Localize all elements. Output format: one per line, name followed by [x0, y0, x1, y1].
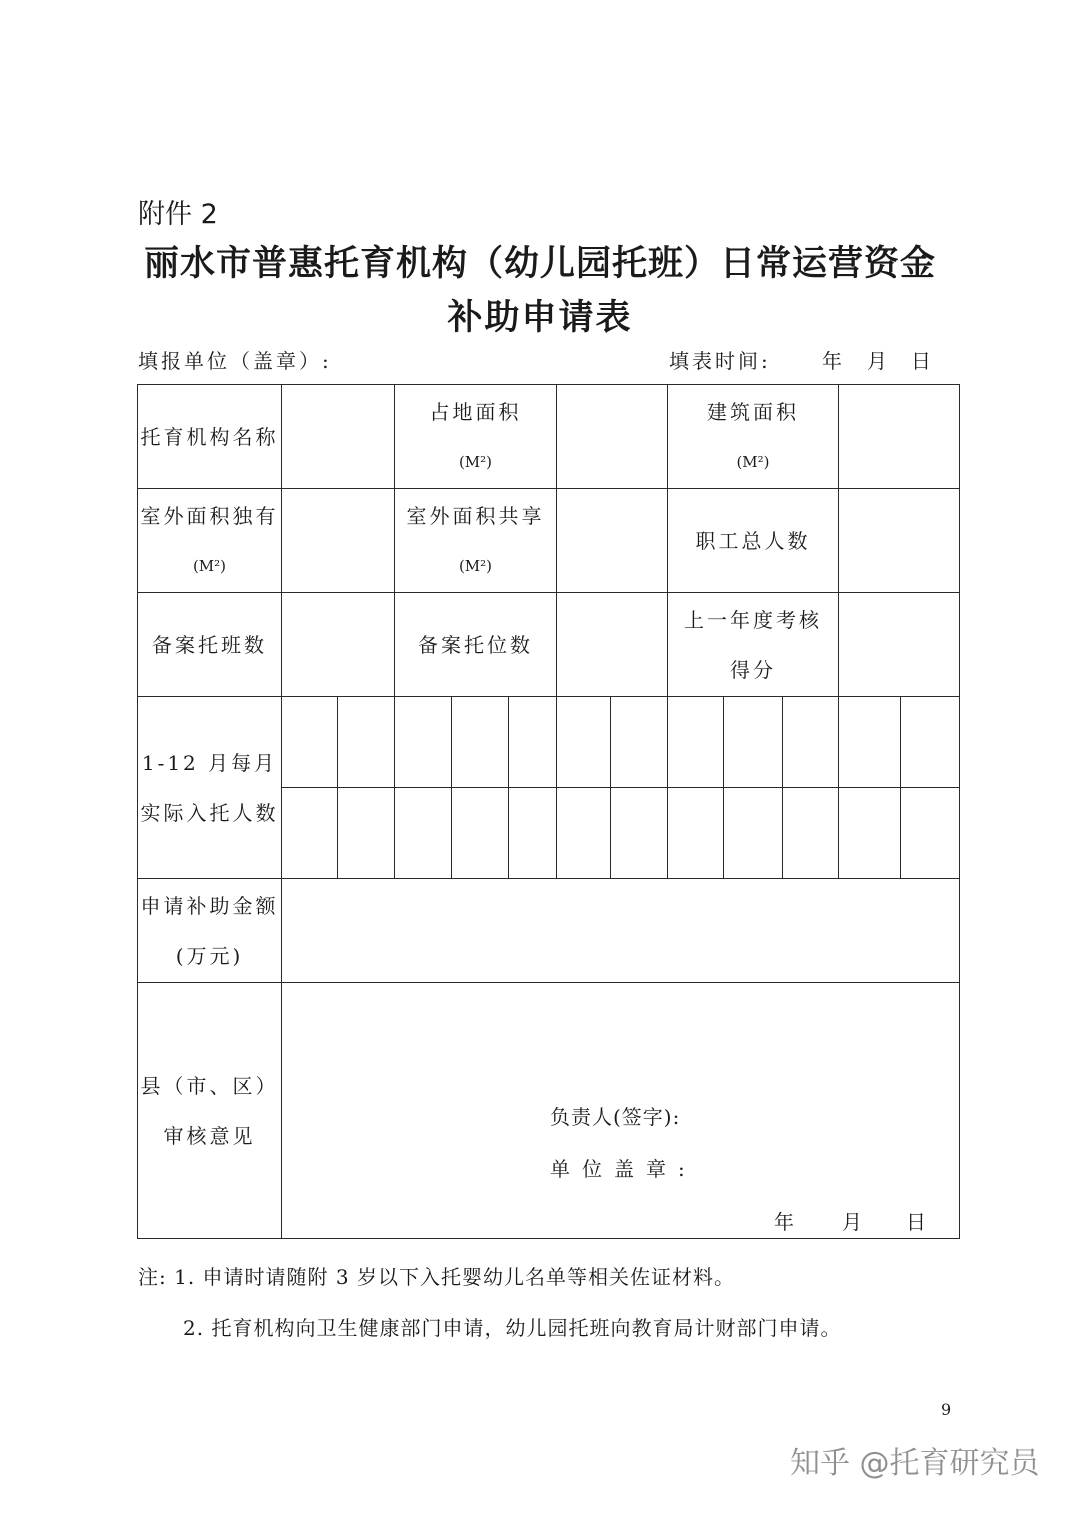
month-cell[interactable]	[338, 788, 395, 879]
month-cell[interactable]	[509, 697, 557, 788]
table-row	[138, 593, 960, 697]
watermark: 知乎 @托育研究员	[790, 1446, 1040, 1481]
subsidy-amount-label: 申请补助金额 (万元)	[138, 879, 282, 983]
month-cell[interactable]	[901, 697, 960, 788]
month-cell[interactable]	[839, 697, 901, 788]
registered-classes-label: 备案托班数	[138, 593, 282, 697]
last-year-score-label: 上一年度考核 得分	[668, 593, 839, 697]
month-cell[interactable]	[724, 697, 783, 788]
month-cell[interactable]	[839, 788, 901, 879]
subsidy-amount-field[interactable]	[282, 879, 960, 983]
month-cell[interactable]	[668, 697, 724, 788]
month-cell[interactable]	[452, 697, 509, 788]
fill-day-label: 日	[911, 349, 931, 373]
registered-classes-field[interactable]	[282, 593, 395, 697]
monthly-enrollment-label: 1-12 月每月 实际入托人数	[138, 697, 282, 879]
staff-total-field[interactable]	[839, 489, 960, 593]
building-area-field[interactable]	[839, 385, 960, 489]
unit-seal-label: 单位盖章:	[550, 1157, 697, 1181]
table-row	[138, 879, 960, 983]
month-cell[interactable]	[557, 788, 611, 879]
table-row	[138, 489, 960, 593]
month-cell[interactable]	[395, 788, 452, 879]
note-2: 2. 托育机构向卫生健康部门申请，幼儿园托班向教育局计财部门申请。	[183, 1316, 842, 1340]
building-area-label: 建筑面积 (M²)	[668, 385, 839, 489]
month-cell[interactable]	[783, 788, 839, 879]
table-row	[138, 983, 960, 1239]
month-cell[interactable]	[611, 697, 668, 788]
review-year-label: 年	[774, 1210, 797, 1234]
outdoor-exclusive-label: 室外面积独有 (M²)	[138, 489, 282, 593]
month-cell[interactable]	[901, 788, 960, 879]
fill-time-label: 填表时间:	[669, 349, 771, 373]
month-cell[interactable]	[611, 788, 668, 879]
fill-year-label: 年	[822, 349, 842, 373]
outdoor-shared-field[interactable]	[557, 489, 668, 593]
county-review-field[interactable]	[282, 983, 960, 1239]
month-cell[interactable]	[395, 697, 452, 788]
month-cell[interactable]	[338, 697, 395, 788]
review-month-label: 月	[842, 1210, 865, 1234]
application-form-table	[137, 384, 960, 1239]
month-cell[interactable]	[557, 697, 611, 788]
table-row	[138, 385, 960, 489]
note-1: 注: 1. 申请时请随附 3 岁以下入托婴幼儿名单等相关佐证材料。	[138, 1265, 735, 1289]
person-in-charge-signature-label: 负责人(签字):	[550, 1105, 681, 1129]
institution-name-label: 托育机构名称	[138, 385, 282, 489]
registered-places-label: 备案托位数	[395, 593, 557, 697]
form-title-line2: 补助申请表	[447, 298, 633, 338]
month-cell[interactable]	[783, 697, 839, 788]
attachment-label: 附件 2	[138, 199, 218, 230]
registered-places-field[interactable]	[557, 593, 668, 697]
fill-month-label: 月	[867, 349, 887, 373]
month-cell[interactable]	[668, 788, 724, 879]
staff-total-label: 职工总人数	[668, 489, 839, 593]
fill-unit-label: 填报单位（盖章）:	[138, 349, 332, 373]
land-area-label: 占地面积 (M²)	[395, 385, 557, 489]
outdoor-shared-label: 室外面积共享 (M²)	[395, 489, 557, 593]
table-row	[138, 697, 960, 788]
form-title-line1: 丽水市普惠托育机构（幼儿园托班）日常运营资金	[143, 244, 936, 284]
land-area-field[interactable]	[557, 385, 668, 489]
county-review-label: 县（市、区） 审核意见	[138, 983, 282, 1239]
month-cell[interactable]	[452, 788, 509, 879]
page-number: 9	[941, 1400, 952, 1419]
month-cell[interactable]	[509, 788, 557, 879]
review-day-label: 日	[906, 1210, 929, 1234]
month-cell[interactable]	[282, 788, 338, 879]
outdoor-exclusive-field[interactable]	[282, 489, 395, 593]
month-cell[interactable]	[282, 697, 338, 788]
institution-name-field[interactable]	[282, 385, 395, 489]
last-year-score-field[interactable]	[839, 593, 960, 697]
month-cell[interactable]	[724, 788, 783, 879]
